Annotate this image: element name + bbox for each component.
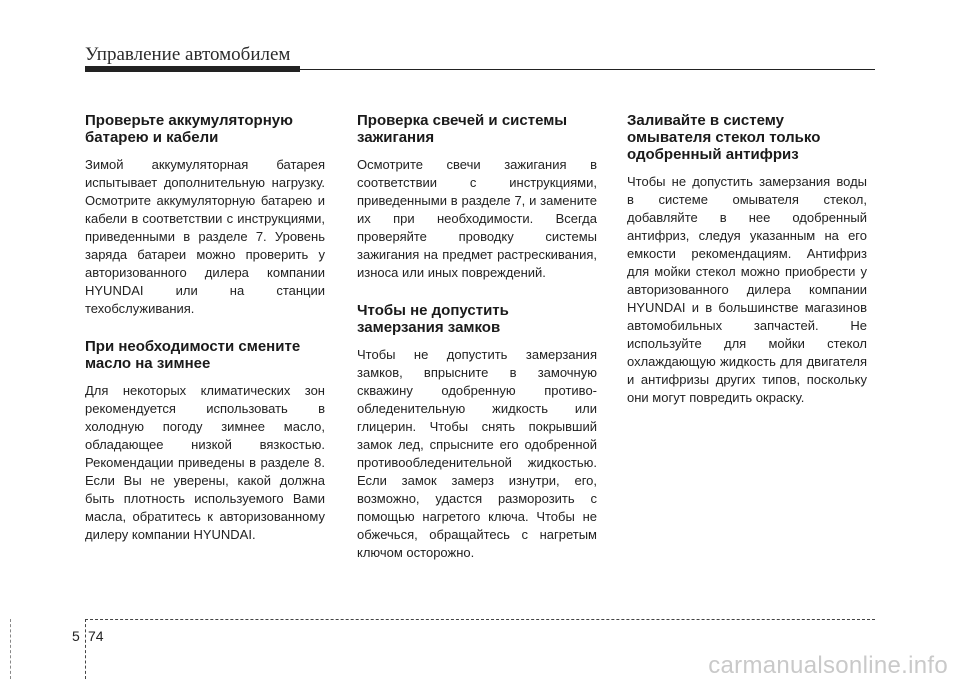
- page-number: 74: [88, 628, 104, 644]
- section-body-washer-antifreeze: Чтобы не допустить замерзания воды в системе омывателя стекол, добавляйте в нее одобренный антифриз, следуя указанным на его емкости рекомендациям. Антифриз для мойки стекол можно приобрести у авторизованного дилера компании HYUNDAI и в большинстве магазинов автомобильных запчастей. Не используйте для мойки стекол охлаждающую жидкость для двигателя и антифризы других типов, поскольку они могут повредить окраску.: [627, 174, 867, 405]
- page-header-title: Управление автомобилем: [85, 44, 291, 65]
- section-body-oil: Для некоторых климатических зон рекомендуется использовать в холодную погоду зимнее масло, обладающее низкой вязкостью. Рекомендации приведены в разделе 8. Если Вы не уверены, какой должна быть плотность используемого Вами масла, обратитесь к авторизованному дилеру компании HYUNDAI.: [85, 383, 325, 542]
- section-heading-locks: Чтобы не допустить замерзания замков: [357, 302, 509, 336]
- header-rule: [85, 69, 875, 70]
- margin-guide: [10, 619, 11, 679]
- section-body-battery: Зимой аккумуляторная батарея испытывает дополнительную нагрузку. Осмотрите аккумуляторную батарею и кабели в соответствии с инструкциями, приведенными в разделе 7. Уровень заряда батареи можно проверить у авторизованного дилера компании HYUNDAI или на станции техобслуживания.: [85, 157, 325, 316]
- column-3: [627, 112, 867, 427]
- section-body-locks: Чтобы не допустить замерзания замков, впрысните в замочную скважину одобренную противо-обледенительную жидкость или глицерин. Чтобы снять покрывший замок лед, спрысните его одобренной противообледенительной жидкостью. Если замок замерз изнутри, его, возможно, удастся разморозить с помощью нагретого ключа. Чтобы не обжечься, обращайтесь с нагретым ключом осторожно.: [357, 347, 597, 560]
- section-heading-battery: Проверьте аккумуляторную батарею и кабели: [85, 112, 293, 146]
- column-1: [85, 112, 325, 564]
- column-2: [357, 112, 597, 582]
- section-heading-spark-plugs: Проверка свечей и системы зажигания: [357, 112, 568, 146]
- section-heading-oil: При необходимости смените масло на зимнее: [85, 338, 301, 372]
- footer-divider: [85, 619, 86, 679]
- watermark: carmanualsonline.info: [708, 652, 948, 679]
- footer-rule: [85, 619, 875, 620]
- section-heading-washer-antifreeze: Заливайте в систему омывателя стекол только одобренный антифриз: [627, 112, 821, 163]
- section-body-spark-plugs: Осмотрите свечи зажигания в соответствии с инструкциями, приведенными в разделе 7, и замените их при необходимости. Всегда проверяйте проводку системы зажигания на предмет растрескивания, износа или иных повреждений.: [357, 157, 597, 280]
- section-number: 5: [72, 628, 80, 644]
